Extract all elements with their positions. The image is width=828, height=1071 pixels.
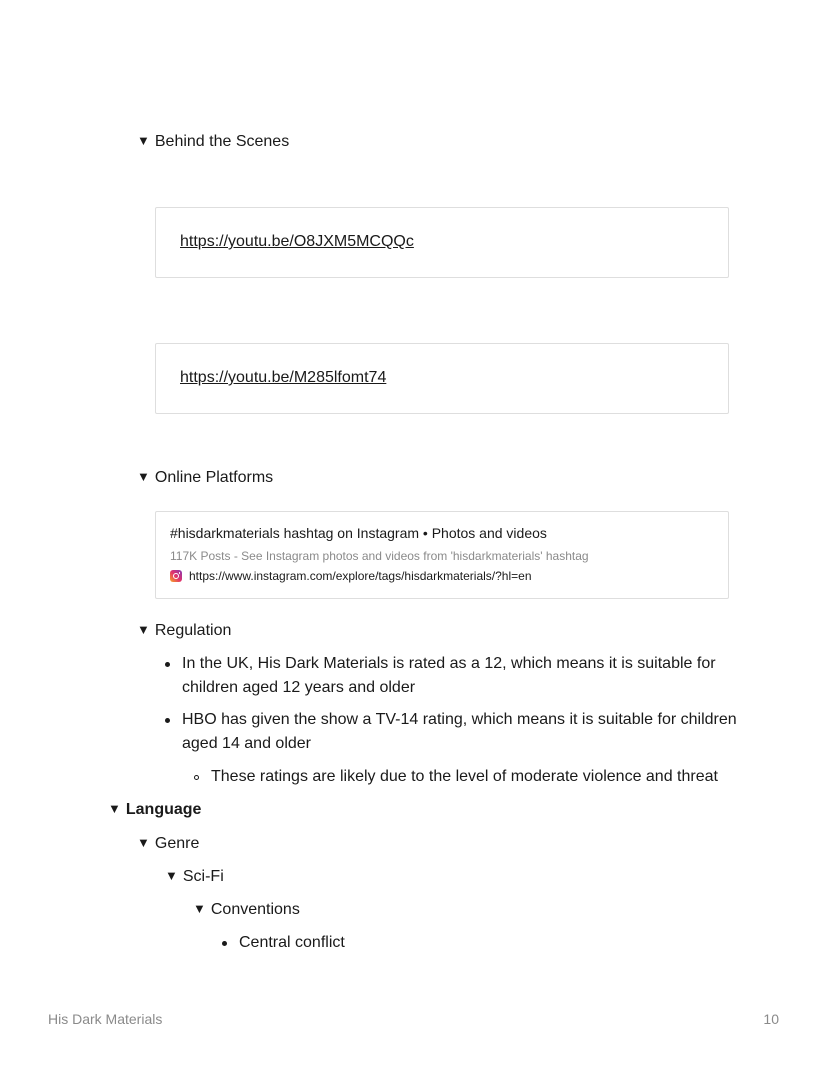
toggle-label: Behind the Scenes xyxy=(154,133,290,150)
toggle-triangle-icon: ▼ xyxy=(137,622,150,637)
page-number: 10 xyxy=(763,1011,779,1027)
toggle-triangle-icon: ▼ xyxy=(137,469,150,484)
toggle-behind-the-scenes[interactable] xyxy=(137,132,289,152)
toggle-label: Language xyxy=(125,801,202,818)
instagram-bookmark[interactable] xyxy=(155,511,729,599)
bookmark-url-row xyxy=(170,569,532,583)
bullet-dot xyxy=(165,662,170,667)
youtube-link-1[interactable]: https://youtu.be/O8JXM5MCQQc xyxy=(180,233,414,250)
link-embed-1 xyxy=(155,207,729,278)
toggle-triangle-icon: ▼ xyxy=(193,901,206,916)
toggle-genre[interactable] xyxy=(137,834,199,854)
regulation-bullet-1: In the UK, His Dark Materials is rated as a 12, which means it is suitable for children aged 12 years and older xyxy=(182,655,716,696)
toggle-label: Genre xyxy=(154,835,200,852)
toggle-sci-fi[interactable] xyxy=(165,867,224,887)
toggle-triangle-icon: ▼ xyxy=(165,868,178,883)
regulation-bullet-2: HBO has given the show a TV-14 rating, which means it is suitable for children aged 14 and older xyxy=(182,711,737,752)
regulation-sub-bullet-1: These ratings are likely due to the level of moderate violence and threat xyxy=(211,768,718,785)
bullet-circle xyxy=(194,775,199,780)
bullet-dot xyxy=(222,941,227,946)
toggle-triangle-icon: ▼ xyxy=(108,801,121,816)
instagram-icon xyxy=(170,570,182,582)
link-embed-2 xyxy=(155,343,729,414)
toggle-label: Online Platforms xyxy=(154,469,274,486)
bookmark-title: #hisdarkmaterials hashtag on Instagram • Photos and videos xyxy=(170,525,547,541)
toggle-triangle-icon: ▼ xyxy=(137,835,150,850)
bullet-dot xyxy=(165,718,170,723)
toggle-label: Conventions xyxy=(210,901,300,918)
footer-title: His Dark Materials xyxy=(48,1011,163,1027)
bookmark-description: 117K Posts - See Instagram photos and videos from 'hisdarkmaterials' hashtag xyxy=(170,549,589,563)
toggle-online-platforms[interactable] xyxy=(137,468,273,488)
bookmark-url[interactable]: https://www.instagram.com/explore/tags/hisdarkmaterials/?hl=en xyxy=(189,569,532,583)
toggle-conventions[interactable] xyxy=(193,900,300,920)
toggle-label: Sci-Fi xyxy=(182,868,224,885)
toggle-language[interactable] xyxy=(108,800,201,820)
conventions-bullet-1: Central conflict xyxy=(239,934,345,951)
toggle-regulation[interactable] xyxy=(137,621,231,641)
youtube-link-2[interactable]: https://youtu.be/M285lfomt74 xyxy=(180,369,387,386)
toggle-triangle-icon: ▼ xyxy=(137,133,150,148)
toggle-label: Regulation xyxy=(154,622,232,639)
